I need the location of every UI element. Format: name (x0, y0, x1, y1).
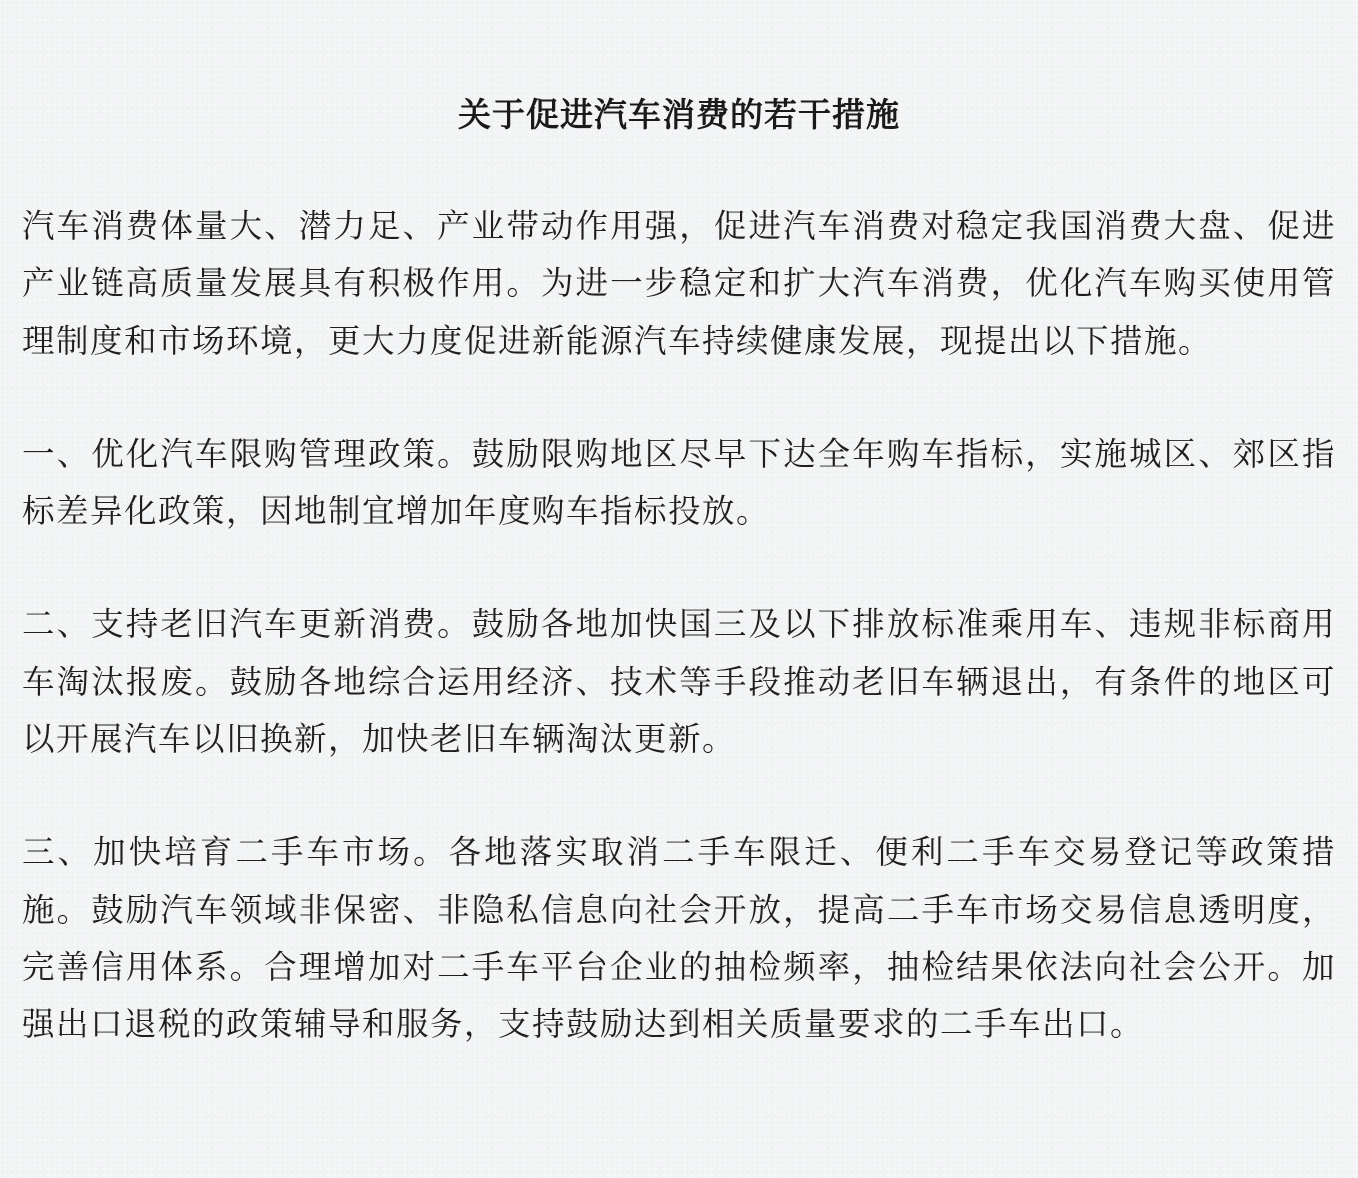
measure-paragraph-2: 二、支持老旧汽车更新消费。鼓励各地加快国三及以下排放标准乘用车、违规非标商用车淘汰报废。鼓励各地综合运用经济、技术等手段推动老旧车辆退出，有条件的地区可以开展汽车以旧换新，加快老旧车辆淘汰更新。 (22, 605, 1336, 759)
measure-paragraph-1: 一、优化汽车限购管理政策。鼓励限购地区尽早下达全年购车指标，实施城区、郊区指标差异化政策，因地制宜增加年度购车指标投放。 (22, 434, 1336, 531)
intro-paragraph: 汽车消费体量大、潜力足、产业带动作用强，促进汽车消费对稳定我国消费大盘、促进产业链高质量发展具有积极作用。为进一步稳定和扩大汽车消费，优化汽车购买使用管理制度和市场环境，更大力度促进新能源汽车持续健康发展，现提出以下措施。 (22, 207, 1336, 360)
measure-paragraph-3: 三、加快培育二手车市场。各地落实取消二手车限迁、便利二手车交易登记等政策措施。鼓励汽车领域非保密、非隐私信息向社会开放，提高二手车市场交易信息透明度，完善信用体系。合理增加对二手车平台企业的抽检频率，抽检结果依法向社会公开。加强出口退税的政策辅导和服务，支持鼓励达到相关质量要求的二手车出口。 (22, 833, 1336, 1044)
document-title: 关于促进汽车消费的若干措施 (458, 95, 900, 134)
